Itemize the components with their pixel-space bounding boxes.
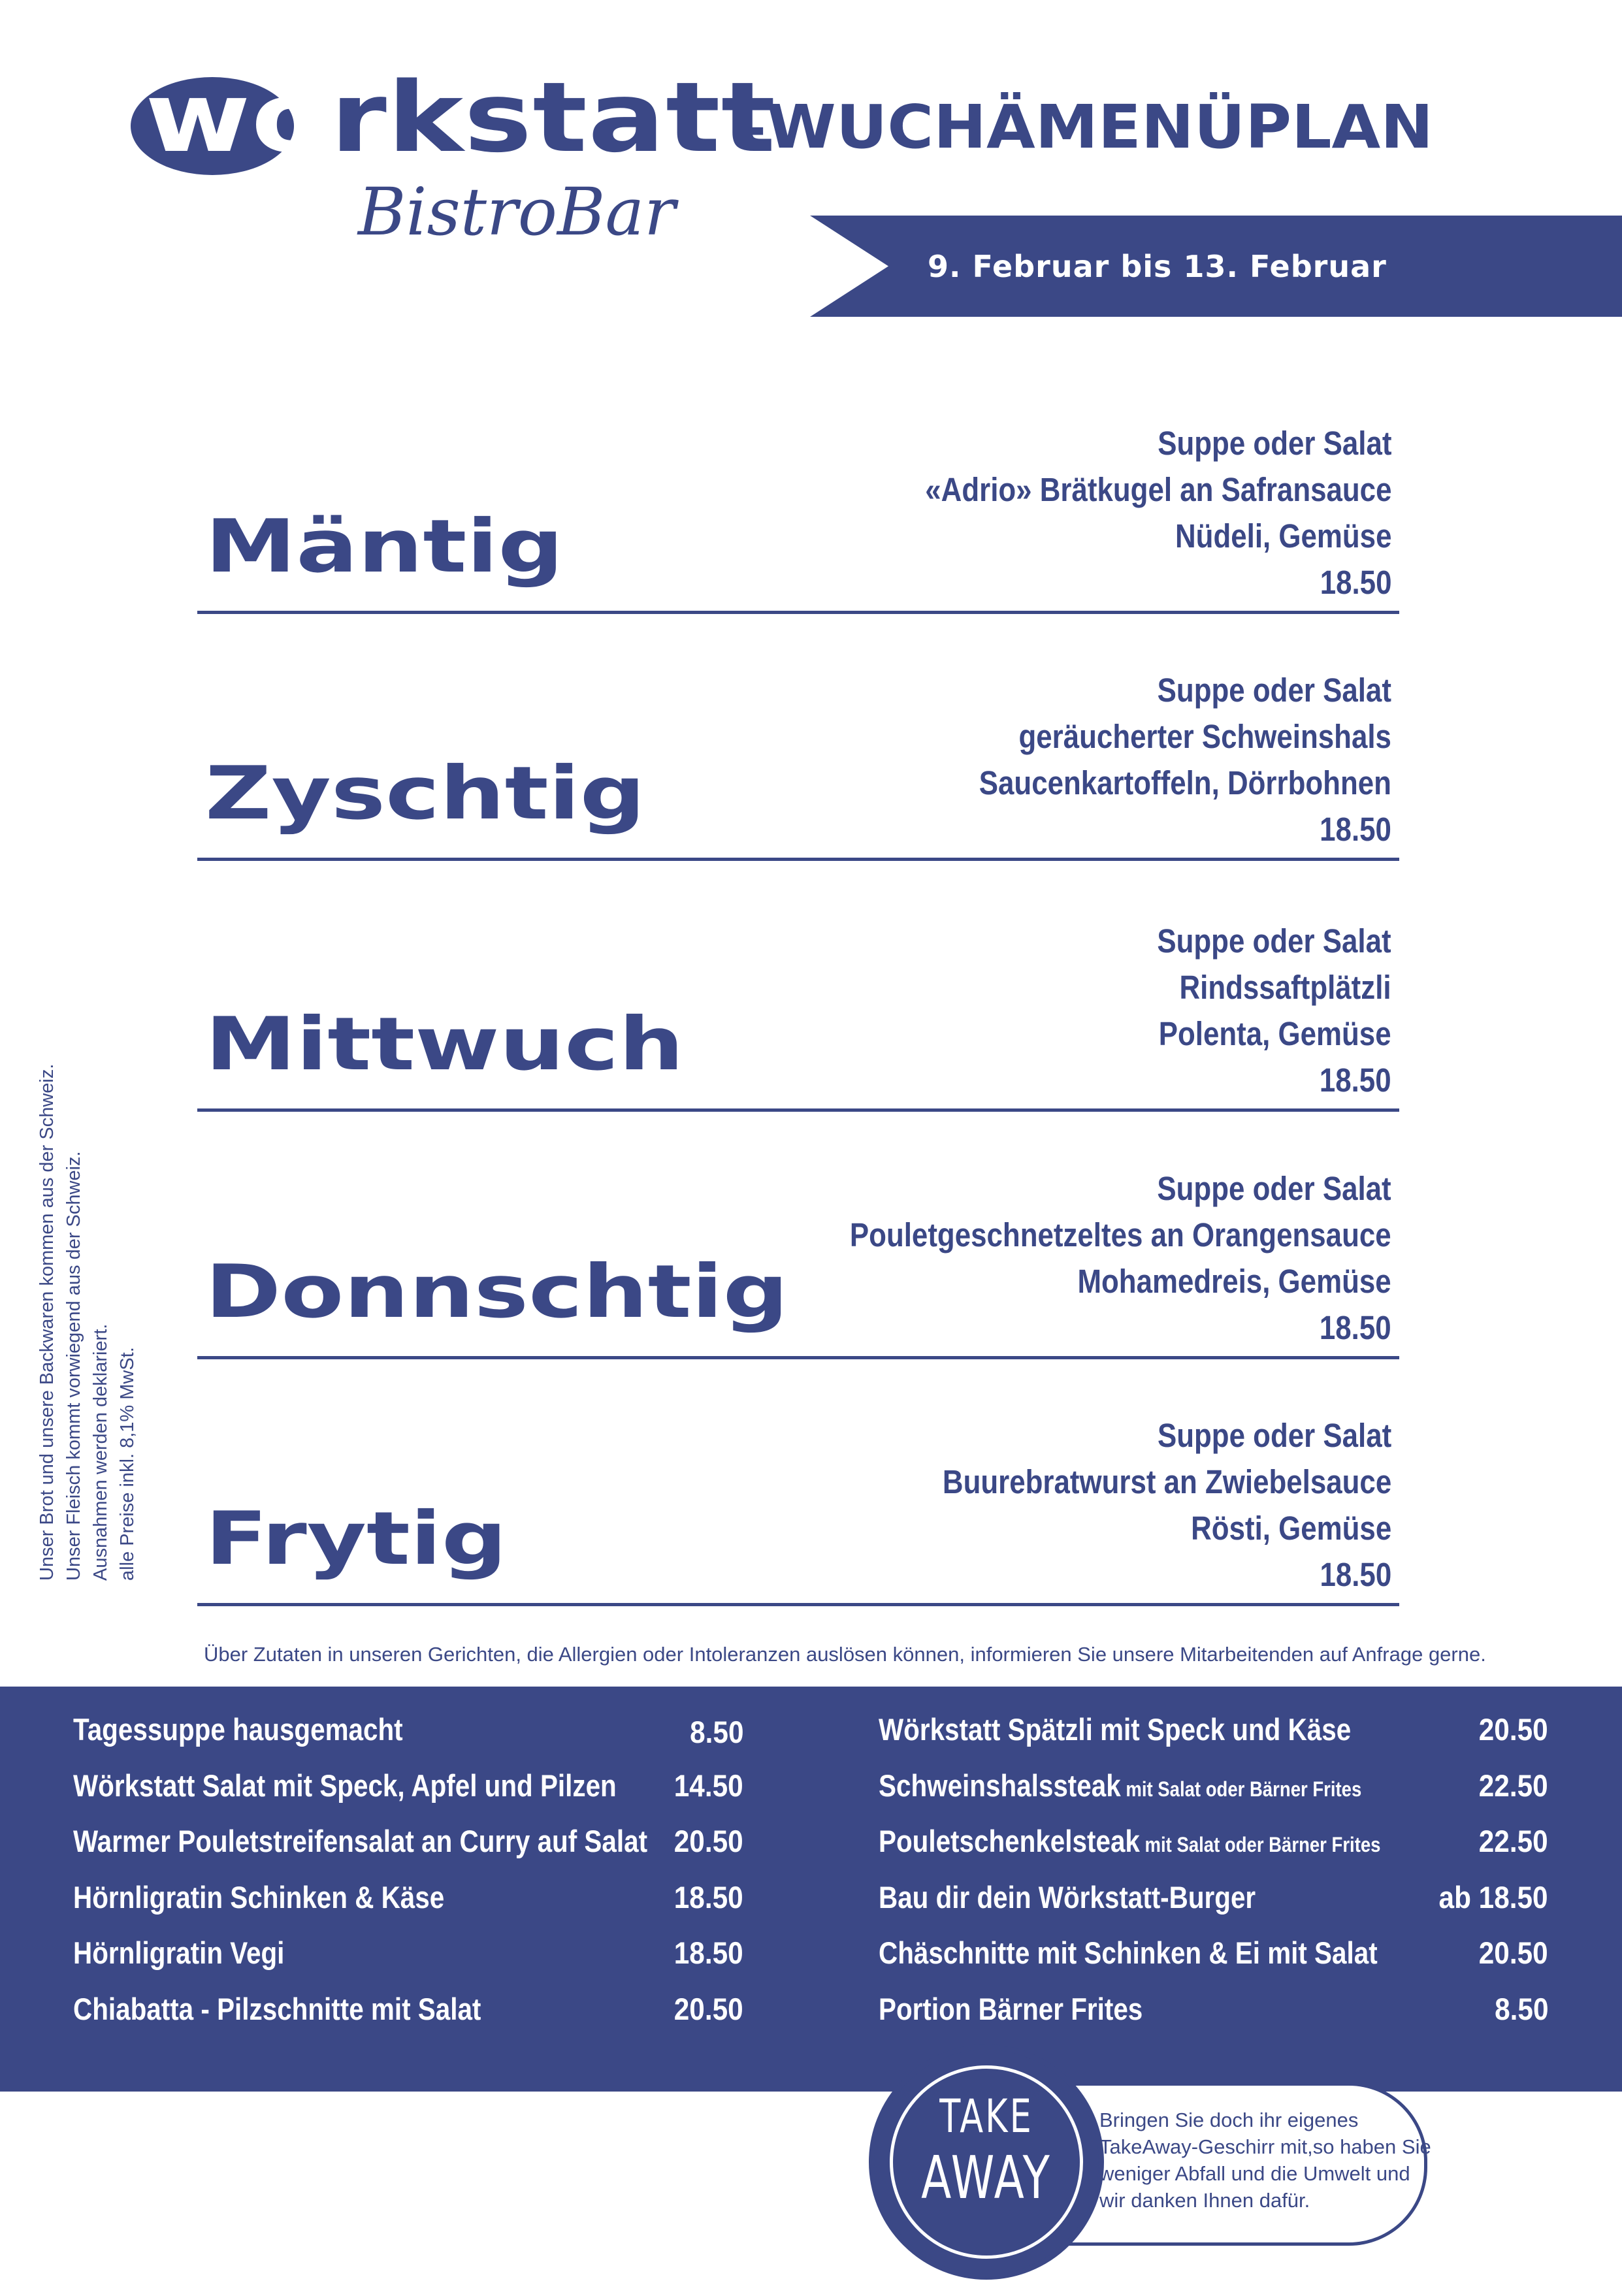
menu-item — [879, 1815, 1548, 1871]
menu-item-name: Portion Bärner Frites — [879, 1991, 1143, 2026]
takeaway-word-away: AWAY — [921, 2144, 1052, 2212]
standard-menu-right-column — [879, 1704, 1548, 2039]
menu-item-name: Schweinshalssteak mit Salat oder Bärner Frites — [879, 1768, 1362, 1803]
menu-item-price: 8.50 — [689, 1715, 743, 1749]
menu-item-price: 8.50 — [1494, 1991, 1548, 2026]
menu-price: 18.50 — [1320, 811, 1391, 848]
day-menu — [850, 1165, 1391, 1351]
allergy-note: Über Zutaten in unseren Gerichten, die Allergien oder Intoleranzen auslösen können, informieren Sie unsere Mitarbeitenden auf Anfrage gerne. — [204, 1643, 1486, 1666]
day-name: Mäntig — [205, 504, 564, 589]
day-section-tuesday — [197, 662, 1399, 861]
day-name: Frytig — [205, 1496, 508, 1581]
menu-item-note: mit Salat oder Bärner Frites — [1139, 1833, 1381, 1856]
takeaway-text-line: wir danken Ihnen dafür. — [1099, 2189, 1310, 2212]
menu-item-price: 14.50 — [674, 1768, 743, 1803]
origin-note-line: Unser Brot und unsere Backwaren kommen aus der Schweiz. — [37, 1063, 57, 1581]
menu-line: Nüdeli, Gemüse — [1175, 517, 1391, 555]
menu-line: Suppe oder Salat — [1157, 425, 1391, 462]
menu-line: Rindssaftplätzli — [1179, 969, 1391, 1006]
day-menu — [943, 1412, 1391, 1598]
takeaway-text-line: weniger Abfall und die Umwelt und — [1099, 2162, 1410, 2185]
menu-item-note: mit Salat oder Bärner Frites — [1120, 1777, 1362, 1801]
menu-item — [73, 1704, 743, 1760]
menu-line: Buurebratwurst an Zwiebelsauce — [942, 1463, 1391, 1500]
menu-item-price: 22.50 — [1479, 1824, 1548, 1858]
menu-item — [879, 1760, 1548, 1816]
menu-item — [879, 1871, 1548, 1928]
page-title: –WUCHÄMENÜPLAN — [735, 92, 1434, 162]
menu-item-price: 20.50 — [674, 1991, 743, 2026]
day-name: Donnschtig — [205, 1250, 788, 1334]
menu-item-price: 18.50 — [674, 1935, 743, 1970]
menu-item-price: 18.50 — [674, 1879, 743, 1915]
menu-line: Rösti, Gemüse — [1190, 1510, 1391, 1547]
menu-item-price: ab 18.50 — [1439, 1879, 1548, 1915]
origin-note-line: Ausnahmen werden deklariert. — [90, 1323, 111, 1581]
day-section-monday — [197, 415, 1399, 614]
takeaway-text-line: TakeAway-Geschirr mit,so haben Sie — [1099, 2135, 1431, 2158]
menu-item-name: Tagessuppe hausgemacht — [73, 1712, 403, 1747]
menu-item-name: Hörnligratin Vegi — [73, 1935, 285, 1970]
menu-item-name: Bau dir dein Wörkstatt-Burger — [879, 1879, 1256, 1915]
menu-item-price: 22.50 — [1479, 1768, 1548, 1803]
menu-line: «Adrio» Brätkugel an Safransauce — [924, 471, 1391, 508]
menu-item — [879, 1983, 1548, 2039]
origin-note-line: alle Preise inkl. 8,1% MwSt. — [117, 1347, 138, 1581]
menu-line: geräucherter Schweinshals — [1018, 718, 1391, 755]
menu-line: Suppe oder Salat — [1157, 922, 1391, 960]
menu-item-price: 20.50 — [1479, 1935, 1548, 1970]
day-section-wednesday — [197, 913, 1399, 1112]
logo-woerkstatt: wörkstatt — [145, 61, 777, 174]
menu-item — [73, 1871, 743, 1928]
menu-item — [73, 1983, 743, 2039]
menu-line: Pouletgeschnetzeltes an Orangensauce — [850, 1216, 1391, 1253]
standard-menu-left-column — [73, 1704, 743, 2039]
day-menu — [1158, 918, 1391, 1103]
menu-item-name: Pouletschenkelsteak mit Salat oder Bärner Frites — [879, 1824, 1381, 1858]
menu-item-price: 20.50 — [674, 1824, 743, 1858]
day-section-thursday — [197, 1160, 1399, 1359]
menu-item — [73, 1815, 743, 1871]
day-menu — [979, 667, 1391, 852]
menu-item-price: 20.50 — [1479, 1712, 1548, 1747]
menu-item-name: Chiabatta - Pilzschnitte mit Salat — [73, 1991, 481, 2026]
menu-price: 18.50 — [1320, 1309, 1391, 1346]
menu-line: Suppe oder Salat — [1157, 671, 1391, 709]
menu-price: 18.50 — [1320, 1061, 1391, 1099]
takeaway-text-line: Bringen Sie doch ihr eigenes — [1099, 2109, 1359, 2131]
takeaway-word-take: TAKE — [939, 2090, 1033, 2143]
menu-price: 18.50 — [1320, 564, 1391, 601]
menu-item-name: Chäschnitte mit Schinken & Ei mit Salat — [879, 1935, 1378, 1970]
menu-item — [73, 1927, 743, 1983]
menu-price: 18.50 — [1320, 1556, 1391, 1593]
day-name: Zyschtig — [205, 751, 645, 836]
menu-item-name: Wörkstatt Salat mit Speck, Apfel und Pilzen — [73, 1768, 617, 1803]
origin-note — [34, 1019, 165, 1581]
menu-item — [879, 1927, 1548, 1983]
day-section-friday — [197, 1407, 1399, 1606]
menu-item-name: Hörnligratin Schinken & Käse — [73, 1879, 445, 1915]
logo-subtitle: BistroBar — [358, 174, 675, 250]
menu-item-name: Wörkstatt Spätzli mit Speck und Käse — [879, 1712, 1352, 1747]
menu-line: Suppe oder Salat — [1157, 1170, 1391, 1207]
menu-item — [73, 1760, 743, 1816]
date-range: 9. Februar bis 13. Februar — [928, 249, 1387, 284]
takeaway-text — [1099, 2107, 1431, 2214]
menu-line: Saucenkartoffeln, Dörrbohnen — [979, 764, 1391, 801]
menu-line: Mohamedreis, Gemüse — [1077, 1263, 1391, 1300]
day-menu — [925, 420, 1391, 606]
menu-line: Polenta, Gemüse — [1159, 1015, 1391, 1052]
menu-item — [879, 1704, 1548, 1760]
menu-line: Suppe oder Salat — [1157, 1417, 1391, 1454]
menu-item-name: Warmer Pouletstreifensalat an Curry auf Salat — [73, 1824, 648, 1858]
day-name: Mittwuch — [205, 1002, 684, 1087]
origin-note-line: Unser Fleisch kommt vorwiegend aus der Schweiz. — [63, 1151, 84, 1581]
